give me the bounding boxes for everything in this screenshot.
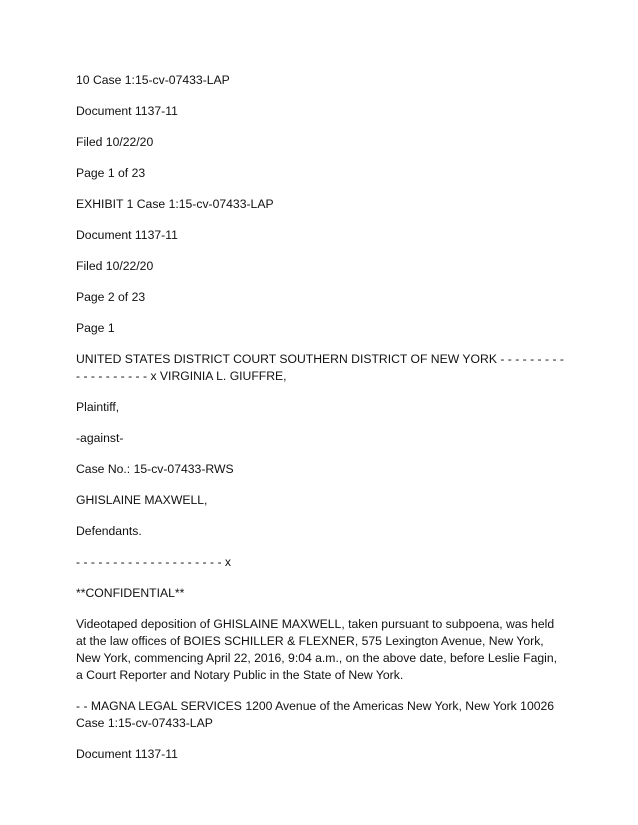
document-number: Document 1137-11 xyxy=(76,104,178,118)
exhibit-line: EXHIBIT 1 Case 1:15-cv-07433-LAP xyxy=(76,197,274,211)
filed-date: Filed 10/22/20 xyxy=(76,259,154,273)
legal-services-line: - - MAGNA LEGAL SERVICES 1200 Avenue of the Americas New York, New York 10026 Case 1:15-cv-07433-LAP xyxy=(76,699,555,730)
deposition-description: Videotaped deposition of GHISLAINE MAXWELL, taken pursuant to subpoena, was held at the law offices of BOIES SCHILLER & FLEXNER, 575 Lexington Avenue, New York, New York, commencing April 22, 2016, 9:04 a.m., on the above date, before Leslie Fagin, a Court Reporter and Notary Public in the State of New York. xyxy=(76,617,558,682)
page-label: Page 1 xyxy=(76,321,115,335)
case-header-line: 10 Case 1:15-cv-07433-LAP xyxy=(76,73,230,87)
document-number: Document 1137-11 xyxy=(76,228,178,242)
page-count: Page 1 of 23 xyxy=(76,166,146,180)
court-caption: UNITED STATES DISTRICT COURT SOUTHERN DISTRICT OF NEW YORK - - - - - - - - - - - - - - - - - - - x VIRGINIA L. GIUFFRE, xyxy=(76,352,564,383)
case-number: Case No.: 15-cv-07433-RWS xyxy=(76,462,234,476)
against-label: -against- xyxy=(76,431,124,445)
defendant-name: GHISLAINE MAXWELL, xyxy=(76,493,208,507)
plaintiff-label: Plaintiff, xyxy=(76,400,120,414)
defendants-label: Defendants. xyxy=(76,524,142,538)
page-count: Page 2 of 23 xyxy=(76,290,146,304)
caption-divider: - - - - - - - - - - - - - - - - - - - - x xyxy=(76,555,231,569)
filed-date: Filed 10/22/20 xyxy=(76,135,154,149)
confidential-label: **CONFIDENTIAL** xyxy=(76,586,185,600)
document-number: Document 1137-11 xyxy=(76,747,178,761)
